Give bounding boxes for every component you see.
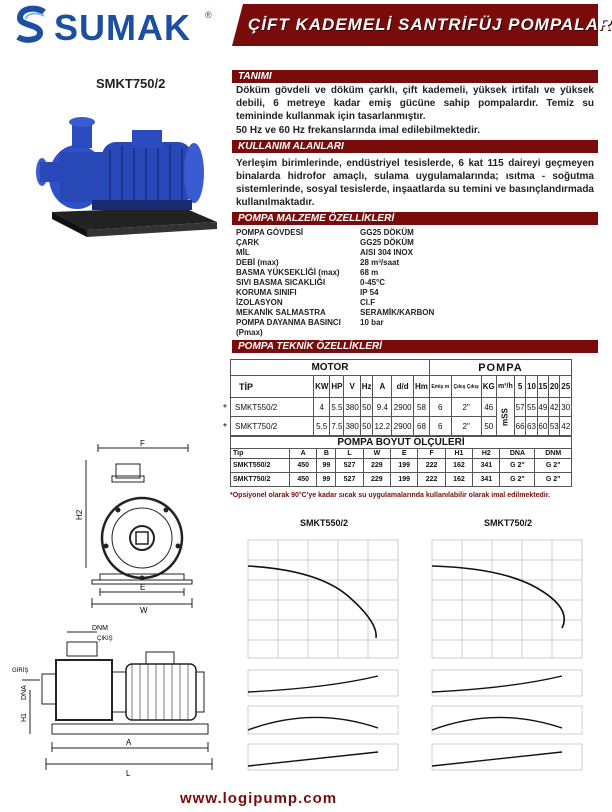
tech-spec-table <box>223 359 572 436</box>
cell: 60 <box>537 417 548 436</box>
material-value: GG25 DÖKÜM <box>360 228 414 237</box>
brand-name: SUMAK <box>54 7 191 48</box>
chart-title-smkt550: SMKT550/2 <box>300 518 349 528</box>
cell: 49 <box>537 398 548 417</box>
cell: G 2" <box>535 459 572 473</box>
material-value: 68 m <box>360 268 379 277</box>
material-key: ÇARK <box>236 238 260 247</box>
cell-tip <box>223 398 314 417</box>
col-q5: 5 <box>514 376 525 398</box>
material-value: 0-45°C <box>360 278 385 287</box>
chart-title-smkt750: SMKT750/2 <box>484 518 533 528</box>
dim-label-h1: H1 <box>21 713 28 722</box>
cell: SMKT550/2 <box>231 459 290 473</box>
col-a: A <box>373 376 392 398</box>
material-key: MİL <box>236 248 250 257</box>
col-q20: 20 <box>549 376 560 398</box>
material-value: IP 54 <box>360 288 379 297</box>
material-key: POMPA GÖVDESİ <box>236 228 304 237</box>
cell: 222 <box>418 459 445 473</box>
row-mark: * <box>223 402 227 414</box>
cell-tip-text: SMKT750/2 <box>235 421 278 431</box>
cell: 6 <box>429 398 451 417</box>
model-name: SMKT750/2 <box>96 76 166 91</box>
material-row <box>236 268 476 278</box>
col-kw: KW <box>314 376 330 398</box>
col-hz: Hz <box>360 376 372 398</box>
col-kg: KG <box>481 376 496 398</box>
cell: 50 <box>360 417 372 436</box>
section-header-tanimi: TANIMI <box>232 70 598 83</box>
material-row <box>236 308 476 318</box>
tanimi-frequency: 50 Hz ve 60 Hz frekanslarında imal edilebilmektedir. <box>236 125 480 136</box>
dim-label-l: L <box>126 769 131 778</box>
cell: 229 <box>363 459 390 473</box>
material-value: Cl.F <box>360 298 376 307</box>
table-row <box>231 417 572 436</box>
col-hp: HP <box>330 376 344 398</box>
material-key: SIVI BASMA SICAKLIĞI <box>236 278 326 287</box>
material-key: DEBİ (max) <box>236 258 279 267</box>
col-tip: TİP <box>231 376 314 398</box>
material-key: BASMA YÜKSEKLİĞİ (max) <box>236 268 340 277</box>
col-m3h: m³/h <box>496 376 514 398</box>
cell: G 2" <box>500 473 535 487</box>
cell: G 2" <box>500 459 535 473</box>
cell: 99 <box>317 459 336 473</box>
cell: 527 <box>336 459 363 473</box>
cell: 450 <box>290 473 317 487</box>
materials-list <box>236 228 476 338</box>
table-row <box>231 398 572 417</box>
col-emis: Emiş m <box>429 376 451 398</box>
material-row <box>236 228 476 238</box>
cell: 46 <box>481 398 496 417</box>
dim-label-a: A <box>126 738 132 747</box>
dimensions-table <box>230 436 572 487</box>
cell: 527 <box>336 473 363 487</box>
dim-col: W <box>363 449 390 459</box>
cell: 229 <box>363 473 390 487</box>
dim-col: F <box>418 449 445 459</box>
cell: 2900 <box>392 398 414 417</box>
cell: 450 <box>290 459 317 473</box>
cell: 341 <box>473 473 500 487</box>
dim-col: A <box>290 449 317 459</box>
dim-label-dna: DNA <box>21 685 28 700</box>
sumak-logo-icon <box>14 6 48 46</box>
cell: 9.4 <box>373 398 392 417</box>
col-q10: 10 <box>526 376 537 398</box>
cell: 380 <box>344 398 361 417</box>
table-row <box>231 459 572 473</box>
dim-label-giris: GİRİŞ <box>12 668 29 674</box>
material-value: 10 bar <box>360 318 384 327</box>
cell: 199 <box>391 459 418 473</box>
pompa-group-header: POMPA <box>429 360 571 376</box>
material-key: İZOLASYON <box>236 298 283 307</box>
cell: 5.5 <box>314 417 330 436</box>
cell: 58 <box>413 398 429 417</box>
dim-col: L <box>336 449 363 459</box>
cell: 380 <box>344 417 361 436</box>
section-header-teknik: POMPA TEKNİK ÖZELLİKLERİ <box>232 340 598 353</box>
dim-label-dnm: DNM <box>92 625 108 632</box>
performance-curve-smkt550 <box>228 530 410 785</box>
cell: 50 <box>481 417 496 436</box>
cell: 6 <box>429 417 451 436</box>
cell: 7.5 <box>330 417 344 436</box>
material-row <box>236 238 476 248</box>
material-row <box>236 248 476 258</box>
material-row <box>236 288 476 298</box>
col-cikis: Çıkış Çıkış <box>451 376 481 398</box>
banner-title: ÇİFT KADEMELİ SANTRİFÜJ POMPALAR <box>248 15 612 34</box>
cell: 12.2 <box>373 417 392 436</box>
kullanim-text: Yerleşim birimlerinde, endüstriyel tesislerde, 6 kat 115 daireyi geçmeyen binalarda hidrofor amaçlı, sulama uygulamalarında; ısıtma - soğutma sistemlerinde, sosyal tesislerde, inşaatlarda su temini ve basınçlandırmada kullanılmaktadır. <box>236 158 594 208</box>
cell-tip <box>223 417 314 436</box>
col-hm: Hm <box>413 376 429 398</box>
cell: 2" <box>451 417 481 436</box>
dim-label-e: E <box>140 583 146 592</box>
cell: 42 <box>549 398 560 417</box>
cell: 162 <box>445 473 472 487</box>
cell: 68 <box>413 417 429 436</box>
dim-label-cikis: ÇIKIŞ <box>97 636 113 642</box>
cell: 66 <box>514 417 525 436</box>
col-dd: d/d <box>392 376 414 398</box>
cell: 57 <box>514 398 525 417</box>
dim-table-title: POMPA BOYUT ÖLÇÜLERİ <box>231 437 572 449</box>
performance-curve-smkt750 <box>412 530 594 785</box>
side-view-drawing <box>12 620 222 785</box>
front-view-drawing <box>75 438 208 615</box>
dim-col: DNA <box>500 449 535 459</box>
material-value: GG25 DÖKÜM <box>360 238 414 247</box>
cell: 99 <box>317 473 336 487</box>
cell: 63 <box>526 417 537 436</box>
dim-label-w: W <box>140 606 148 615</box>
cell: G 2" <box>535 473 572 487</box>
col-v: V <box>344 376 361 398</box>
col-q15: 15 <box>537 376 548 398</box>
material-row <box>236 318 476 338</box>
material-key: POMPA DAYANMA BASINCI (Pmax) <box>236 318 341 337</box>
material-row <box>236 278 476 288</box>
cell: 4 <box>314 398 330 417</box>
dim-col: H2 <box>473 449 500 459</box>
material-row <box>236 298 476 308</box>
dim-col: H1 <box>445 449 472 459</box>
cell-tip-text: SMKT550/2 <box>235 402 278 412</box>
col-q25: 25 <box>560 376 572 398</box>
motor-group-header: MOTOR <box>231 360 430 376</box>
cell: 42 <box>560 417 572 436</box>
tanimi-text: Döküm gövdeli ve döküm çarklı, çift kademeli, yüksek irtifalı ve yüksek debili, 6 metreye kadar emiş gücüne sahip pompalardır. Temiz su temininde kullanmak için tasarlanmıştır. <box>236 85 594 122</box>
cell: 30 <box>560 398 572 417</box>
pump-photo <box>32 112 222 247</box>
cell: 162 <box>445 459 472 473</box>
material-row <box>236 258 476 268</box>
dim-col: E <box>391 449 418 459</box>
cell: 2900 <box>392 417 414 436</box>
cell: SMKT750/2 <box>231 473 290 487</box>
cell: 50 <box>360 398 372 417</box>
cell: 341 <box>473 459 500 473</box>
cell: 55 <box>526 398 537 417</box>
material-value: 28 m³/saat <box>360 258 400 267</box>
registered-mark: ® <box>205 10 212 20</box>
material-key: KORUMA SINIFI <box>236 288 297 297</box>
hot-water-note: *Opsiyonel olarak 90°C'ye kadar sıcak su uygulamalarında kullanılabilir olarak imal edilmektedir. <box>230 492 550 499</box>
cell: 222 <box>418 473 445 487</box>
cell: 5.5 <box>330 398 344 417</box>
cell: 53 <box>549 417 560 436</box>
cell: 2" <box>451 398 481 417</box>
dim-col: B <box>317 449 336 459</box>
section-header-malzeme: POMPA MALZEME ÖZELLİKLERİ <box>232 212 598 225</box>
cell: 199 <box>391 473 418 487</box>
material-value: SERAMİK/KARBON <box>360 308 435 317</box>
material-value: AISI 304 INOX <box>360 248 413 257</box>
dim-col: Tip <box>231 449 290 459</box>
section-header-kullanim: KULLANIM ALANLARI <box>232 140 598 153</box>
dim-label-h2: H2 <box>75 509 84 520</box>
dim-col: DNM <box>535 449 572 459</box>
material-key: MEKANİK SALMASTRA <box>236 308 326 317</box>
table-row <box>231 473 572 487</box>
website-link[interactable]: www.logipump.com <box>180 790 338 807</box>
row-mark: * <box>223 421 227 433</box>
mss-label: mSS <box>496 398 514 436</box>
dim-label-f: F <box>140 439 145 448</box>
